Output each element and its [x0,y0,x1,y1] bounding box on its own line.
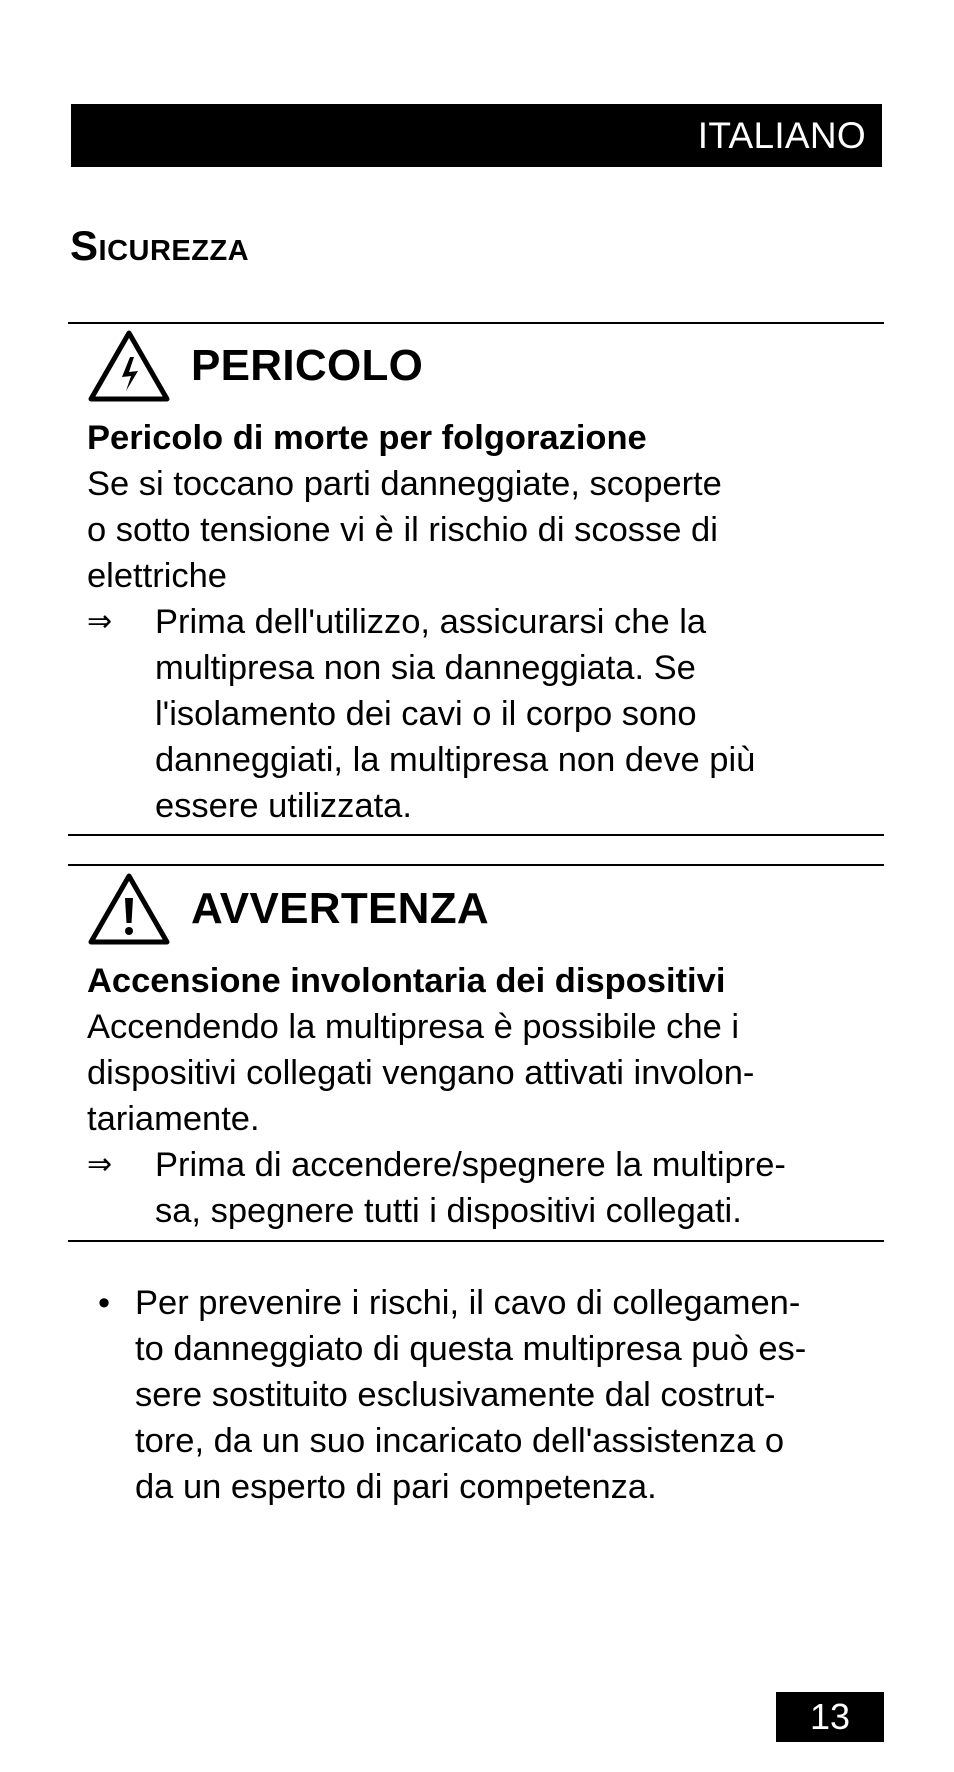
danger-step-line: multipresa non sia danneggiata. Se [155,649,696,687]
danger-title: PERICOLO [191,341,424,390]
page-number-label: 13 [809,1696,851,1737]
warning-description [87,1004,887,1142]
danger-step-line: danneggiati, la multipresa non deve più [155,741,756,779]
danger-description [87,461,887,599]
bullet-icon: • [98,1284,111,1322]
warning-step-line: sa, spegnere tutti i dispositivi collegati. [155,1192,742,1230]
implies-arrow-icon: ⇒ [87,604,113,639]
warning-subtitle: Accensione involontaria dei dispositivi [87,962,726,1000]
danger-line: elettriche [87,557,227,595]
danger-subtitle: Pericolo di morte per folgorazione [87,419,647,457]
warning-line: tariamente. [87,1100,260,1138]
note-line: Per prevenire i rischi, il cavo di collegamen- [135,1284,801,1322]
warning-title: AVVERTENZA [191,884,489,933]
replacement-note [98,1280,888,1510]
danger-line: Se si toccano parti danneggiate, scoperte [87,465,722,503]
note-line: tore, da un suo incaricato dell'assistenza o [135,1422,785,1460]
warning-header [86,871,489,947]
note-text [135,1280,888,1510]
warning-body [87,958,887,1234]
danger-step-line: l'isolamento dei cavi o il corpo sono [155,695,697,733]
note-line: sere sostituito esclusivamente dal costrut- [135,1376,776,1414]
danger-step [87,599,887,829]
warning-bottom-rule [68,1240,884,1242]
warning-line: Accendendo la multipresa è possibile che i [87,1008,740,1046]
note-line: da un esperto di pari competenza. [135,1468,657,1506]
danger-header [86,328,423,404]
exclamation-warning-icon [86,871,172,947]
language-label: ITALIANO [697,114,866,156]
danger-bottom-rule [68,834,884,836]
section-title: Sicurezza [70,222,250,269]
warning-top-rule [68,864,884,866]
warning-step [87,1142,887,1234]
language-header-bar [71,104,882,167]
page-number [776,1692,884,1742]
danger-body [87,415,887,829]
implies-arrow-icon: ⇒ [87,1147,113,1182]
danger-top-rule [68,322,884,324]
warning-line: dispositivi collegati vengano attivati involon- [87,1054,755,1092]
note-line: to danneggiato di questa multipresa può es- [135,1330,807,1368]
danger-step-line: essere utilizzata. [155,787,412,825]
warning-step-line: Prima di accendere/spegnere la multipre- [155,1146,786,1184]
electric-hazard-icon [86,328,172,404]
danger-line: o sotto tensione vi è il rischio di scosse di [87,511,718,549]
danger-step-line: Prima dell'utilizzo, assicurarsi che la [155,603,707,641]
